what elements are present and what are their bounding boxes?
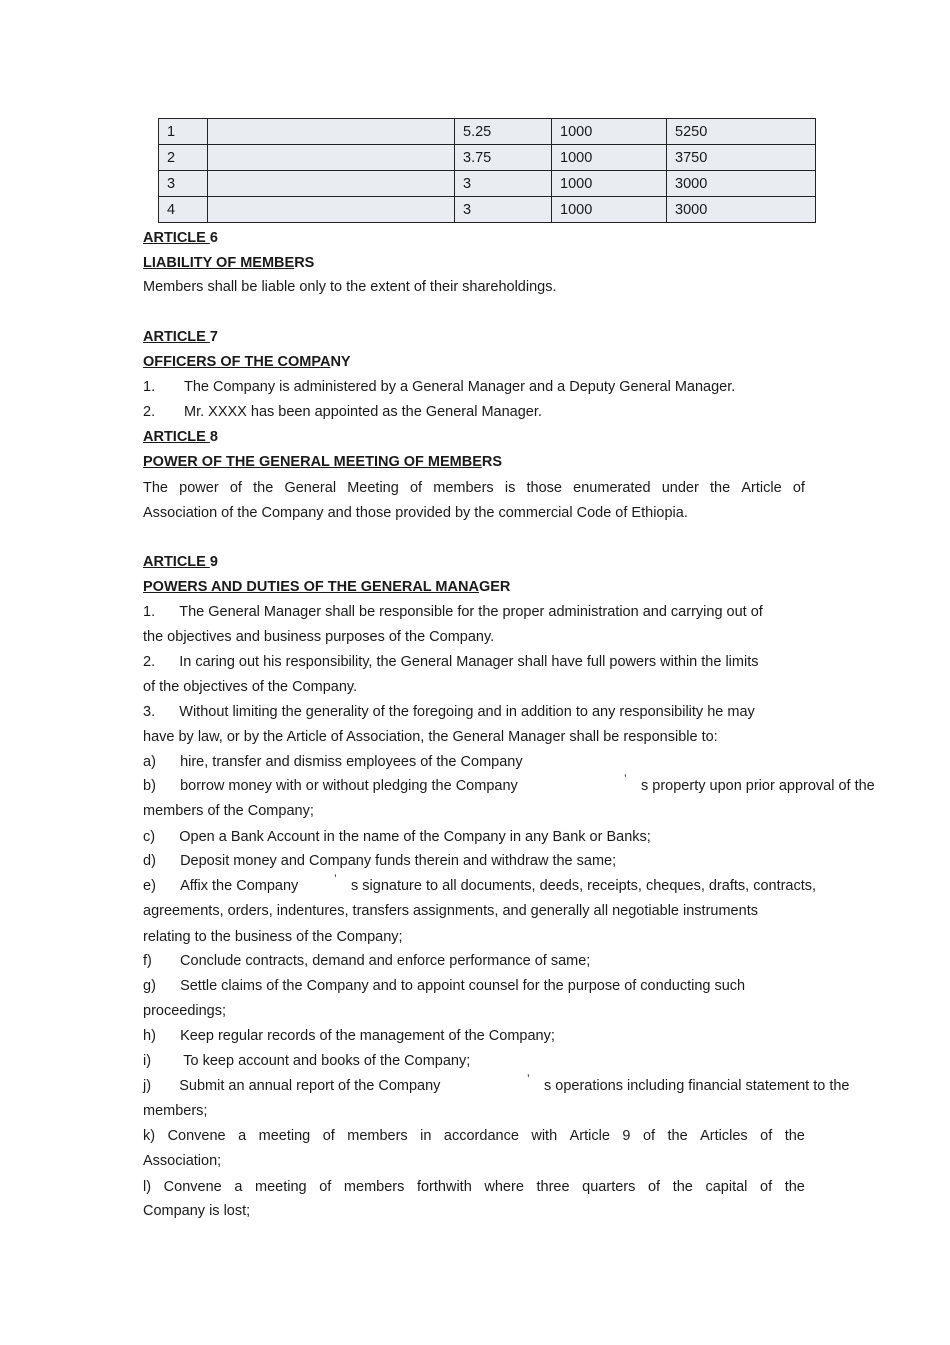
table-cell: 3750	[667, 145, 816, 171]
word: enumerated	[573, 480, 651, 496]
word: a	[238, 1128, 247, 1144]
word: Convene	[163, 1179, 222, 1195]
duty-c: c) Open a Bank Account in the name of the Company in any Bank or Banks;	[143, 829, 651, 845]
article-8-heading-number: 8	[209, 429, 218, 445]
duty-e-continuation-1: agreements, orders, indentures, transfers assignments, and generally all negotiable instruments	[143, 903, 758, 919]
word: in	[420, 1128, 432, 1144]
article-6-text: Members shall be liable only to the extent of their shareholdings.	[143, 279, 557, 295]
word: accordance	[443, 1128, 519, 1144]
table-cell	[208, 197, 455, 223]
table-row	[159, 171, 816, 197]
shares-table	[158, 118, 816, 223]
article-7-title-rest: NY	[330, 354, 351, 370]
duty-e-right: s signature to all documents, deeds, receipts, cheques, drafts, contracts,	[351, 878, 817, 894]
article-7-item-2-number: 2.	[143, 404, 156, 420]
article-8-heading-label: ARTICLE	[143, 429, 210, 445]
article-8-paragraph-line-2: Association of the Company and those provided by the commercial Code of Ethiopia.	[143, 505, 688, 521]
article-7-item-2	[143, 403, 542, 421]
word: under	[661, 480, 699, 496]
article-7-heading-number: 7	[209, 329, 218, 345]
article-9-title	[143, 578, 510, 596]
word: Articles	[700, 1128, 748, 1144]
article-9-heading	[143, 553, 218, 571]
article-6-heading-label: ARTICLE	[143, 230, 210, 246]
article-9-item-3-line-2: have by law, or by the Article of Association, the General Manager shall be responsible to:	[143, 729, 718, 745]
article-6-heading	[143, 229, 218, 247]
word: forthwith	[416, 1179, 472, 1195]
duty-h: h) Keep regular records of the management of the Company;	[143, 1028, 555, 1044]
table-cell: 5.25	[455, 119, 552, 145]
article-8-paragraph-line-1	[143, 479, 805, 497]
word: three	[536, 1179, 570, 1195]
table-cell	[208, 119, 455, 145]
word: of	[229, 480, 242, 496]
word: The	[143, 480, 168, 496]
table-cell: 3	[159, 171, 208, 197]
duty-b-continuation: members of the Company;	[143, 803, 314, 819]
duty-j-apostrophe: ’	[527, 1072, 530, 1086]
article-7-title-underlined: OFFICERS OF THE COMPA	[143, 354, 331, 370]
table-cell: 1000	[552, 145, 667, 171]
article-8-title-underlined: POWER OF THE GENERAL MEETING OF MEMBE	[143, 454, 482, 470]
duty-b-left: b) borrow money with or without pledging the Company	[143, 778, 518, 794]
shares-table-body	[159, 119, 816, 223]
article-8-heading	[143, 428, 218, 446]
duty-i: i) To keep account and books of the Company;	[143, 1053, 471, 1069]
word: members	[433, 480, 494, 496]
word: is	[504, 480, 516, 496]
word: with	[531, 1128, 558, 1144]
article-9-title-rest: GER	[478, 579, 511, 595]
article-6-title-underlined: LIABILITY OF MEMBE	[143, 255, 295, 271]
word: of	[409, 480, 423, 496]
table-cell: 2	[159, 145, 208, 171]
word: of	[322, 1128, 335, 1144]
word: of	[760, 1179, 773, 1195]
table-row	[159, 119, 816, 145]
word: meeting	[258, 1128, 311, 1144]
word: a	[234, 1179, 243, 1195]
duty-b-apostrophe: ’	[624, 772, 627, 786]
article-6-title	[143, 254, 314, 272]
table-cell: 1000	[552, 171, 667, 197]
duty-l	[143, 1178, 805, 1196]
article-8-title-rest: RS	[481, 454, 503, 470]
word: of	[647, 1179, 661, 1195]
duty-j-left: j) Submit an annual report of the Company	[143, 1078, 441, 1094]
word: k)	[143, 1128, 156, 1144]
article-6-title-rest: RS	[294, 255, 315, 271]
article-9-item-2-line-1: 2. In caring out his responsibility, the General Manager shall have full powers within the limits	[143, 654, 759, 670]
word: General	[284, 480, 337, 496]
word: of	[319, 1179, 332, 1195]
duty-k-continuation: Association;	[143, 1153, 222, 1169]
word: the	[672, 1179, 693, 1195]
article-9-title-underlined: POWERS AND DUTIES OF THE GENERAL MANA	[143, 579, 479, 595]
article-7-heading	[143, 328, 218, 346]
word: the	[710, 480, 731, 496]
table-cell	[208, 171, 455, 197]
article-8-title	[143, 453, 502, 471]
word: Article	[569, 1128, 610, 1144]
duty-d: d) Deposit money and Company funds therein and withdraw the same;	[143, 853, 617, 869]
word: of	[760, 1128, 773, 1144]
table-cell: 1000	[552, 119, 667, 145]
article-7-title	[143, 353, 351, 371]
table-cell: 3	[455, 171, 552, 197]
duty-g-continuation: proceedings;	[143, 1003, 227, 1019]
word: those	[526, 480, 562, 496]
article-7-item-1-text: The Company is administered by a General Manager and a Deputy General Manager.	[184, 379, 736, 395]
table-cell	[208, 145, 455, 171]
table-cell: 3.75	[455, 145, 552, 171]
word: power	[179, 480, 219, 496]
word: the	[667, 1128, 688, 1144]
word: quarters	[582, 1179, 636, 1195]
word: capital	[705, 1179, 748, 1195]
word: meeting	[255, 1179, 307, 1195]
duty-k	[143, 1127, 805, 1145]
table-cell: 1000	[552, 197, 667, 223]
word: l)	[143, 1179, 152, 1195]
duty-b-right: s property upon prior approval of the	[641, 778, 875, 794]
article-9-item-1-line-2: the objectives and business purposes of the Company.	[143, 629, 495, 645]
duty-j-continuation: members;	[143, 1103, 208, 1119]
word: Article	[741, 480, 782, 496]
table-cell: 3	[455, 197, 552, 223]
article-9-heading-label: ARTICLE	[143, 554, 210, 570]
word: of	[642, 1128, 656, 1144]
table-row	[159, 197, 816, 223]
table-cell: 5250	[667, 119, 816, 145]
table-cell: 3000	[667, 171, 816, 197]
article-9-item-3-line-1: 3. Without limiting the generality of the foregoing and in addition to any responsibility he may	[143, 704, 755, 720]
table-cell: 3000	[667, 197, 816, 223]
word: members	[343, 1179, 405, 1195]
word: where	[484, 1179, 524, 1195]
table-cell: 1	[159, 119, 208, 145]
article-6-heading-number: 6	[209, 230, 218, 246]
article-9-item-1-line-1: 1. The General Manager shall be responsible for the proper administration and carrying out of	[143, 604, 763, 620]
word: Meeting	[347, 480, 399, 496]
table-cell: 4	[159, 197, 208, 223]
duty-a: a) hire, transfer and dismiss employees of the Company	[143, 754, 523, 770]
duty-l-continuation: Company is lost;	[143, 1203, 251, 1219]
duty-f: f) Conclude contracts, demand and enforce performance of same;	[143, 953, 591, 969]
article-7-item-2-text: Mr. XXXX has been appointed as the General Manager.	[184, 404, 542, 420]
word: the	[253, 480, 274, 496]
article-7-heading-label: ARTICLE	[143, 329, 210, 345]
duty-e-continuation-2: relating to the business of the Company;	[143, 929, 403, 945]
word: 9	[622, 1128, 631, 1144]
duty-e-left: e) Affix the Company	[143, 878, 299, 894]
word: Convene	[167, 1128, 226, 1144]
duty-j-right: s operations including financial statement to the	[544, 1078, 850, 1094]
article-9-heading-number: 9	[209, 554, 218, 570]
word: of	[792, 480, 805, 496]
word: the	[784, 1128, 805, 1144]
table-row	[159, 145, 816, 171]
word: the	[784, 1179, 805, 1195]
article-7-item-1-number: 1.	[143, 379, 156, 395]
duty-g: g) Settle claims of the Company and to appoint counsel for the purpose of conducting such	[143, 978, 746, 994]
duty-e-apostrophe: ’	[334, 872, 337, 886]
article-7-item-1	[143, 378, 735, 396]
article-9-item-2-line-2: of the objectives of the Company.	[143, 679, 358, 695]
word: members	[347, 1128, 408, 1144]
